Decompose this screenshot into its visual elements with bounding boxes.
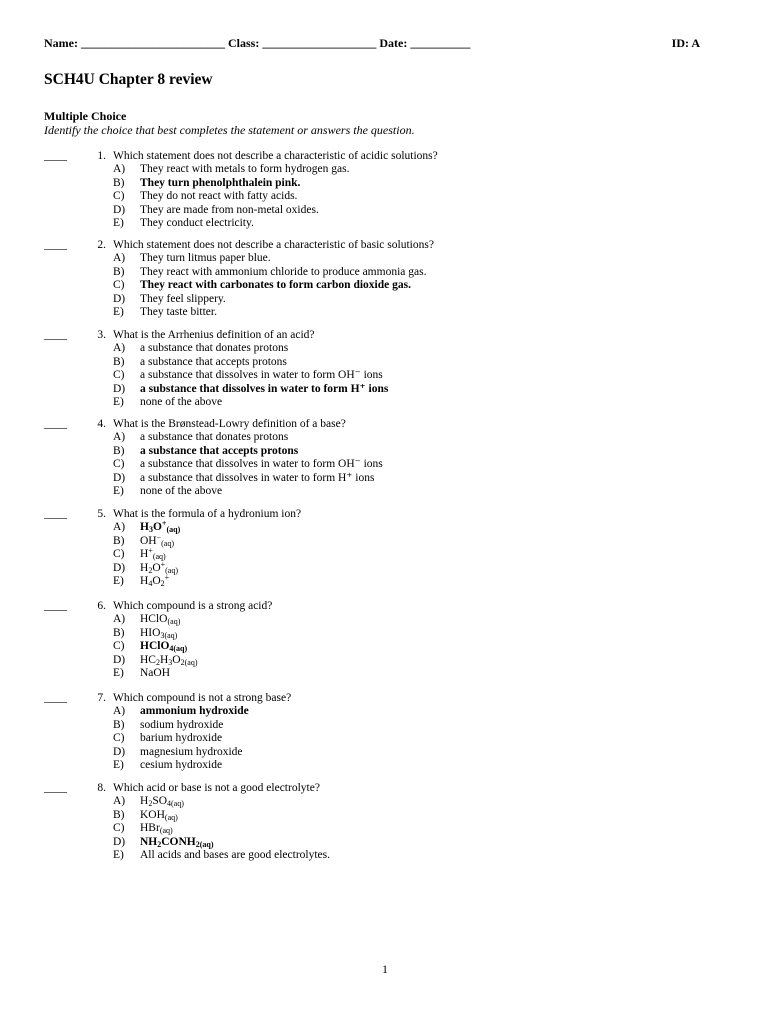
option-text: ammonium hydroxide [140, 705, 249, 718]
question-stem: Which compound is not a strong base? [113, 692, 292, 704]
option-text: $H_2SO_{4(aq)}$ [140, 795, 184, 809]
option-text: $H^+_{(aq)}$ [140, 546, 166, 562]
class-line: ___________________ [262, 36, 377, 50]
option-letter: E) [113, 395, 124, 408]
question-number: 6. [97, 600, 106, 612]
option-letter: E) [113, 666, 124, 679]
option-text: cesium hydroxide [140, 758, 223, 771]
answer-blank[interactable]: ____ [44, 150, 67, 162]
option-text: a substance that dissolves in water to form H⁺ ions [140, 471, 375, 484]
option-letter: A) [113, 705, 126, 718]
option-text: $HC_2H_3O_{2(aq)}$ [140, 653, 198, 667]
option-letter: E) [113, 305, 124, 318]
option-text: a substance that dissolves in water to form OH⁻ ions [140, 369, 383, 382]
option-letter: C) [113, 548, 125, 561]
option-letter: A) [113, 431, 126, 444]
option-letter: D) [113, 653, 126, 666]
option-text: a substance that accepts protons [140, 444, 299, 457]
option-text: a substance that donates protons [140, 431, 289, 444]
option-text: HClO$_{4(aq)}$ [140, 640, 188, 654]
question-stem: Which acid or base is not a good electrolyte? [113, 782, 320, 794]
option-letter: E) [113, 848, 124, 861]
option-text: They do not react with fatty acids. [140, 190, 298, 203]
option-text: magnesium hydroxide [140, 745, 243, 758]
option-letter: D) [113, 471, 126, 484]
option-text: HClO$_{(aq)}$ [140, 613, 181, 627]
question-number: 3. [97, 329, 106, 341]
option-letter: C) [113, 279, 125, 292]
option-letter: B) [113, 176, 125, 189]
question-stem: What is the Brønstead-Lowry definition of a base? [113, 418, 346, 430]
question-number: 4. [97, 418, 106, 430]
option-letter: C) [113, 458, 125, 471]
question-number: 8. [97, 782, 106, 794]
option-letter: D) [113, 382, 126, 395]
option-text: They react with carbonates to form carbon dioxide gas. [140, 279, 411, 292]
option-letter: B) [113, 444, 125, 457]
option-letter: C) [113, 732, 125, 745]
question-stem: Which statement does not describe a characteristic of basic solutions? [113, 239, 434, 251]
option-letter: E) [113, 484, 124, 497]
option-letter: A) [113, 795, 126, 808]
option-text: a substance that dissolves in water to form H⁺ ions [140, 382, 389, 395]
option-letter: C) [113, 190, 125, 203]
option-letter: A) [113, 163, 126, 176]
answer-blank[interactable]: ____ [44, 418, 67, 430]
name-label: Name: [44, 36, 78, 50]
option-letter: B) [113, 718, 125, 731]
option-text: $H_3O^+_{(aq)}$ [140, 519, 181, 535]
option-text: They turn phenolphthalein pink. [140, 176, 301, 189]
option-text: none of the above [140, 395, 223, 408]
option-text: barium hydroxide [140, 732, 223, 745]
option-letter: C) [113, 822, 125, 835]
name-line: ________________________ [80, 36, 225, 50]
option-letter: A) [113, 613, 126, 626]
class-label: Class: [227, 36, 260, 50]
option-text: NaOH [140, 666, 171, 679]
question-number: 1. [97, 150, 106, 162]
option-text: a substance that accepts protons [140, 355, 287, 368]
option-text: They taste bitter. [140, 305, 217, 318]
option-text: They turn litmus paper blue. [140, 252, 271, 265]
option-letter: A) [113, 342, 126, 355]
page-header [44, 36, 700, 52]
option-text: sodium hydroxide [140, 718, 224, 731]
question-number: 7. [97, 692, 106, 704]
option-letter: A) [113, 521, 126, 534]
answer-blank[interactable]: ____ [44, 600, 67, 612]
option-letter: B) [113, 534, 125, 547]
option-text: a substance that donates protons [140, 342, 289, 355]
option-letter: E) [113, 216, 124, 229]
answer-blank[interactable]: ____ [44, 508, 67, 520]
question-stem: Which compound is a strong acid? [113, 600, 273, 612]
question-stem: What is the formula of a hydronium ion? [113, 508, 302, 520]
option-text: They are made from non-metal oxides. [140, 203, 319, 216]
question-number: 5. [97, 508, 106, 520]
section-heading: Multiple Choice [44, 109, 127, 123]
option-text: $H_4O_2^+$ [140, 572, 170, 588]
option-text: a substance that dissolves in water to form OH⁻ ions [140, 458, 383, 471]
option-letter: E) [113, 574, 124, 587]
option-text: HBr$_{(aq)}$ [140, 822, 173, 836]
id-label: ID: A [671, 36, 700, 50]
option-text: All acids and bases are good electrolytes. [140, 848, 331, 861]
answer-blank[interactable]: ____ [44, 329, 67, 341]
answer-blank[interactable]: ____ [44, 239, 67, 251]
option-letter: D) [113, 745, 126, 758]
date-label: Date: [379, 36, 408, 50]
header-fields [44, 36, 470, 51]
option-text: $HIO_{3(aq)}$ [140, 626, 178, 640]
option-letter: A) [113, 252, 126, 265]
option-letter: D) [113, 292, 126, 305]
option-letter: B) [113, 265, 125, 278]
option-text: They conduct electricity. [140, 216, 254, 229]
option-letter: D) [113, 203, 126, 216]
page-number: 1 [382, 962, 388, 976]
option-letter: C) [113, 369, 125, 382]
answer-blank[interactable]: ____ [44, 782, 67, 794]
option-text: $KOH_{(aq)}$ [140, 808, 178, 822]
date-line: __________ [410, 36, 471, 50]
option-text: none of the above [140, 484, 223, 497]
page-title: SCH4U Chapter 8 review [44, 71, 213, 88]
option-text: $H_2O^+_{(aq)}$ [140, 559, 179, 575]
option-text: They feel slippery. [140, 292, 226, 305]
option-text: $NH_2CONH_{2(aq)}$ [140, 835, 214, 849]
answer-blank[interactable]: ____ [44, 692, 67, 704]
option-letter: B) [113, 808, 125, 821]
option-letter: B) [113, 626, 125, 639]
option-text: They react with ammonium chloride to produce ammonia gas. [140, 265, 427, 278]
question-stem: What is the Arrhenius definition of an acid? [113, 329, 315, 341]
option-letter: D) [113, 561, 126, 574]
question-number: 2. [97, 239, 106, 251]
option-text: They react with metals to form hydrogen gas. [140, 163, 350, 176]
section-instructions: Identify the choice that best completes the statement or answers the question. [44, 123, 415, 137]
question-stem: Which statement does not describe a characteristic of acidic solutions? [113, 150, 438, 162]
option-letter: B) [113, 355, 125, 368]
option-letter: D) [113, 835, 126, 848]
option-letter: C) [113, 640, 125, 653]
option-text: $OH^-_{(aq)}$ [140, 532, 175, 548]
option-letter: E) [113, 758, 124, 771]
section-header [44, 109, 415, 137]
